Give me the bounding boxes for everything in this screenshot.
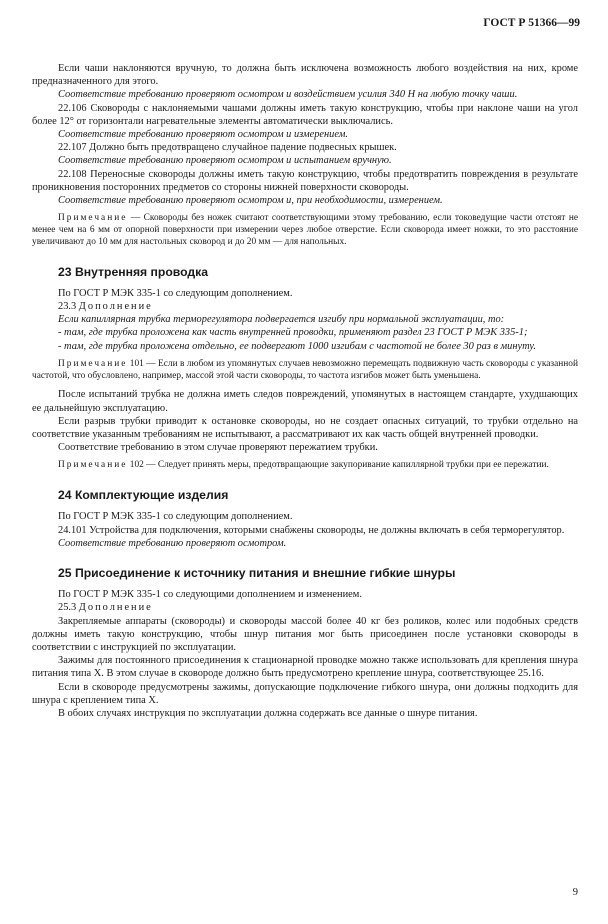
note-102 — [32, 460, 578, 472]
section-intro: По ГОСТ Р МЭК 335-1 со следующими дополнением и изменением. — [58, 589, 362, 601]
paragraph: Если в сковороде предусмотрены зажимы, допускающие подключение гибкого шнура, они должны подходить для шнура с креплением типа X. — [32, 681, 578, 706]
section-24-heading: 24 Комплектующие изделия — [58, 488, 229, 503]
dash-item: - там, где трубка проложена как часть внутренней проводки, применяют раздел 23 ГОСТ Р МЭК 335-1; — [58, 327, 528, 339]
section-25-heading: 25 Присоединение к источнику питания и внешние гибкие шнуры — [58, 566, 456, 581]
subclause-label: Дополнение — [78, 602, 153, 614]
subclause-number: 25.3 — [58, 602, 77, 614]
note-text: — Сковороды без ножек считают соответствующими этому требованию, если токоведущие части отстоят не менее чем на 6 мм от опорной поверхности при измерении через любое отверстие. Если сковорода имеет ножки, то это расстояние увеличивают до 10 мм для настольных сковород и до 20 мм — для напольных. — [32, 213, 578, 247]
paragraph: Соответствие требованию в этом случае проверяют пережатием трубки. — [58, 442, 378, 454]
dash-item: - там, где трубка проложена отдельно, ее подвергают 1000 изгибам с частотой не более 30 раз в минуту. — [58, 340, 536, 352]
paragraph: Зажимы для постоянного присоединения к стационарной проводке можно также использовать для крепления шнура питания типа X. В этом случае в сковороде должно быть предусмотрено крепление шнура, соответствующее 25.16. — [32, 655, 578, 680]
compliance-check: Соответствие требованию проверяют осмотром и измерением. — [58, 129, 348, 141]
condition-text: Если капиллярная трубка терморегулятора подвергается изгибу при нормальной эксплуатации, то: — [58, 314, 505, 326]
paragraph: Если чаши наклоняются вручную, то должна быть исключена возможность любого воздействия на них, кроме предназначенного для этого. — [32, 63, 578, 88]
page-number: 9 — [572, 887, 578, 898]
paragraph: После испытаний трубка не должна иметь следов повреждений, упомянутых в настоящем стандарте, ухудшающих ее дальнейшую эксплуатацию. — [32, 389, 578, 414]
clause-22-106: 22.106 Сковороды с наклоняемыми чашами должны иметь такую конструкцию, чтобы при наклоне чаши на угол более 12° от горизонтали нагревательные элементы автоматически выключались. — [32, 102, 578, 127]
note-label: Примечание — [58, 213, 128, 224]
subclause-number: 23.3 — [58, 301, 77, 313]
note-101 — [32, 359, 578, 383]
section-intro: По ГОСТ Р МЭК 335-1 со следующим дополнением. — [58, 287, 293, 299]
clause-22-107: 22.107 Должно быть предотвращено случайное падение подвесных крышек. — [58, 142, 397, 154]
note-label: Примечание — [58, 460, 128, 471]
clause-24-101: 24.101 Устройства для подключения, которыми снабжены сковороды, не должны включать в себя терморегулятор. — [58, 524, 565, 536]
clause-22-108: 22.108 Переносные сковороды должны иметь такую конструкцию, чтобы предотвратить повреждения в результате проникновения посторонних предметов со стороны нижней поверхности сковороды. — [32, 168, 578, 193]
paragraph: В обоих случаях инструкция по эксплуатации должна содержать все данные о шнуре питания. — [58, 708, 478, 720]
subclause-heading — [32, 300, 578, 313]
compliance-check: Соответствие требованию проверяют осмотром и испытанием вручную. — [58, 155, 392, 167]
note-text: 101 — Если в любом из упомянутых случаев невозможно перемещать подвижную часть сковороды с указанной частотой, что обусловлено, например, массой этой части сковороды, то частота изгибов может быть уменьшена. — [32, 358, 578, 381]
compliance-check: Соответствие требованию проверяют осмотром. — [58, 537, 287, 549]
paragraph: Закрепляемые аппараты (сковороды) и сковороды массой более 40 кг без роликов, колес или подобных средств должны иметь такую конструкцию, чтобы шнур питания мог быть присоединен после установки сковороды в соответствии с инструкцией по эксплуатации. — [32, 615, 578, 654]
note-text: 102 — Следует принять меры, предотвращающие закупоривание капиллярной трубки при ее пережатии. — [127, 460, 549, 471]
section-intro: По ГОСТ Р МЭК 335-1 со следующим дополнением. — [58, 511, 293, 523]
section-23-heading: 23 Внутренняя проводка — [58, 264, 209, 279]
note — [32, 213, 578, 248]
page-body — [32, 62, 578, 720]
compliance-check: Соответствие требованию проверяют осмотром и, при необходимости, измерением. — [58, 195, 443, 207]
document-code-header: ГОСТ Р 51366—99 — [483, 17, 580, 29]
paragraph: Если разрыв трубки приводит к остановке сковороды, но не создает опасных ситуаций, то трубки отдельно на соответствие указанным требованиям не испытывают, а рассматривают их как часть общей внутренней проводки. — [32, 415, 578, 441]
subclause-label: Дополнение — [78, 301, 153, 313]
note-label: Примечание — [58, 358, 128, 369]
compliance-check: Соответствие требованию проверяют осмотром и воздействием усилия 340 Н на любую точку чаши. — [58, 89, 518, 101]
subclause-heading — [32, 601, 578, 614]
